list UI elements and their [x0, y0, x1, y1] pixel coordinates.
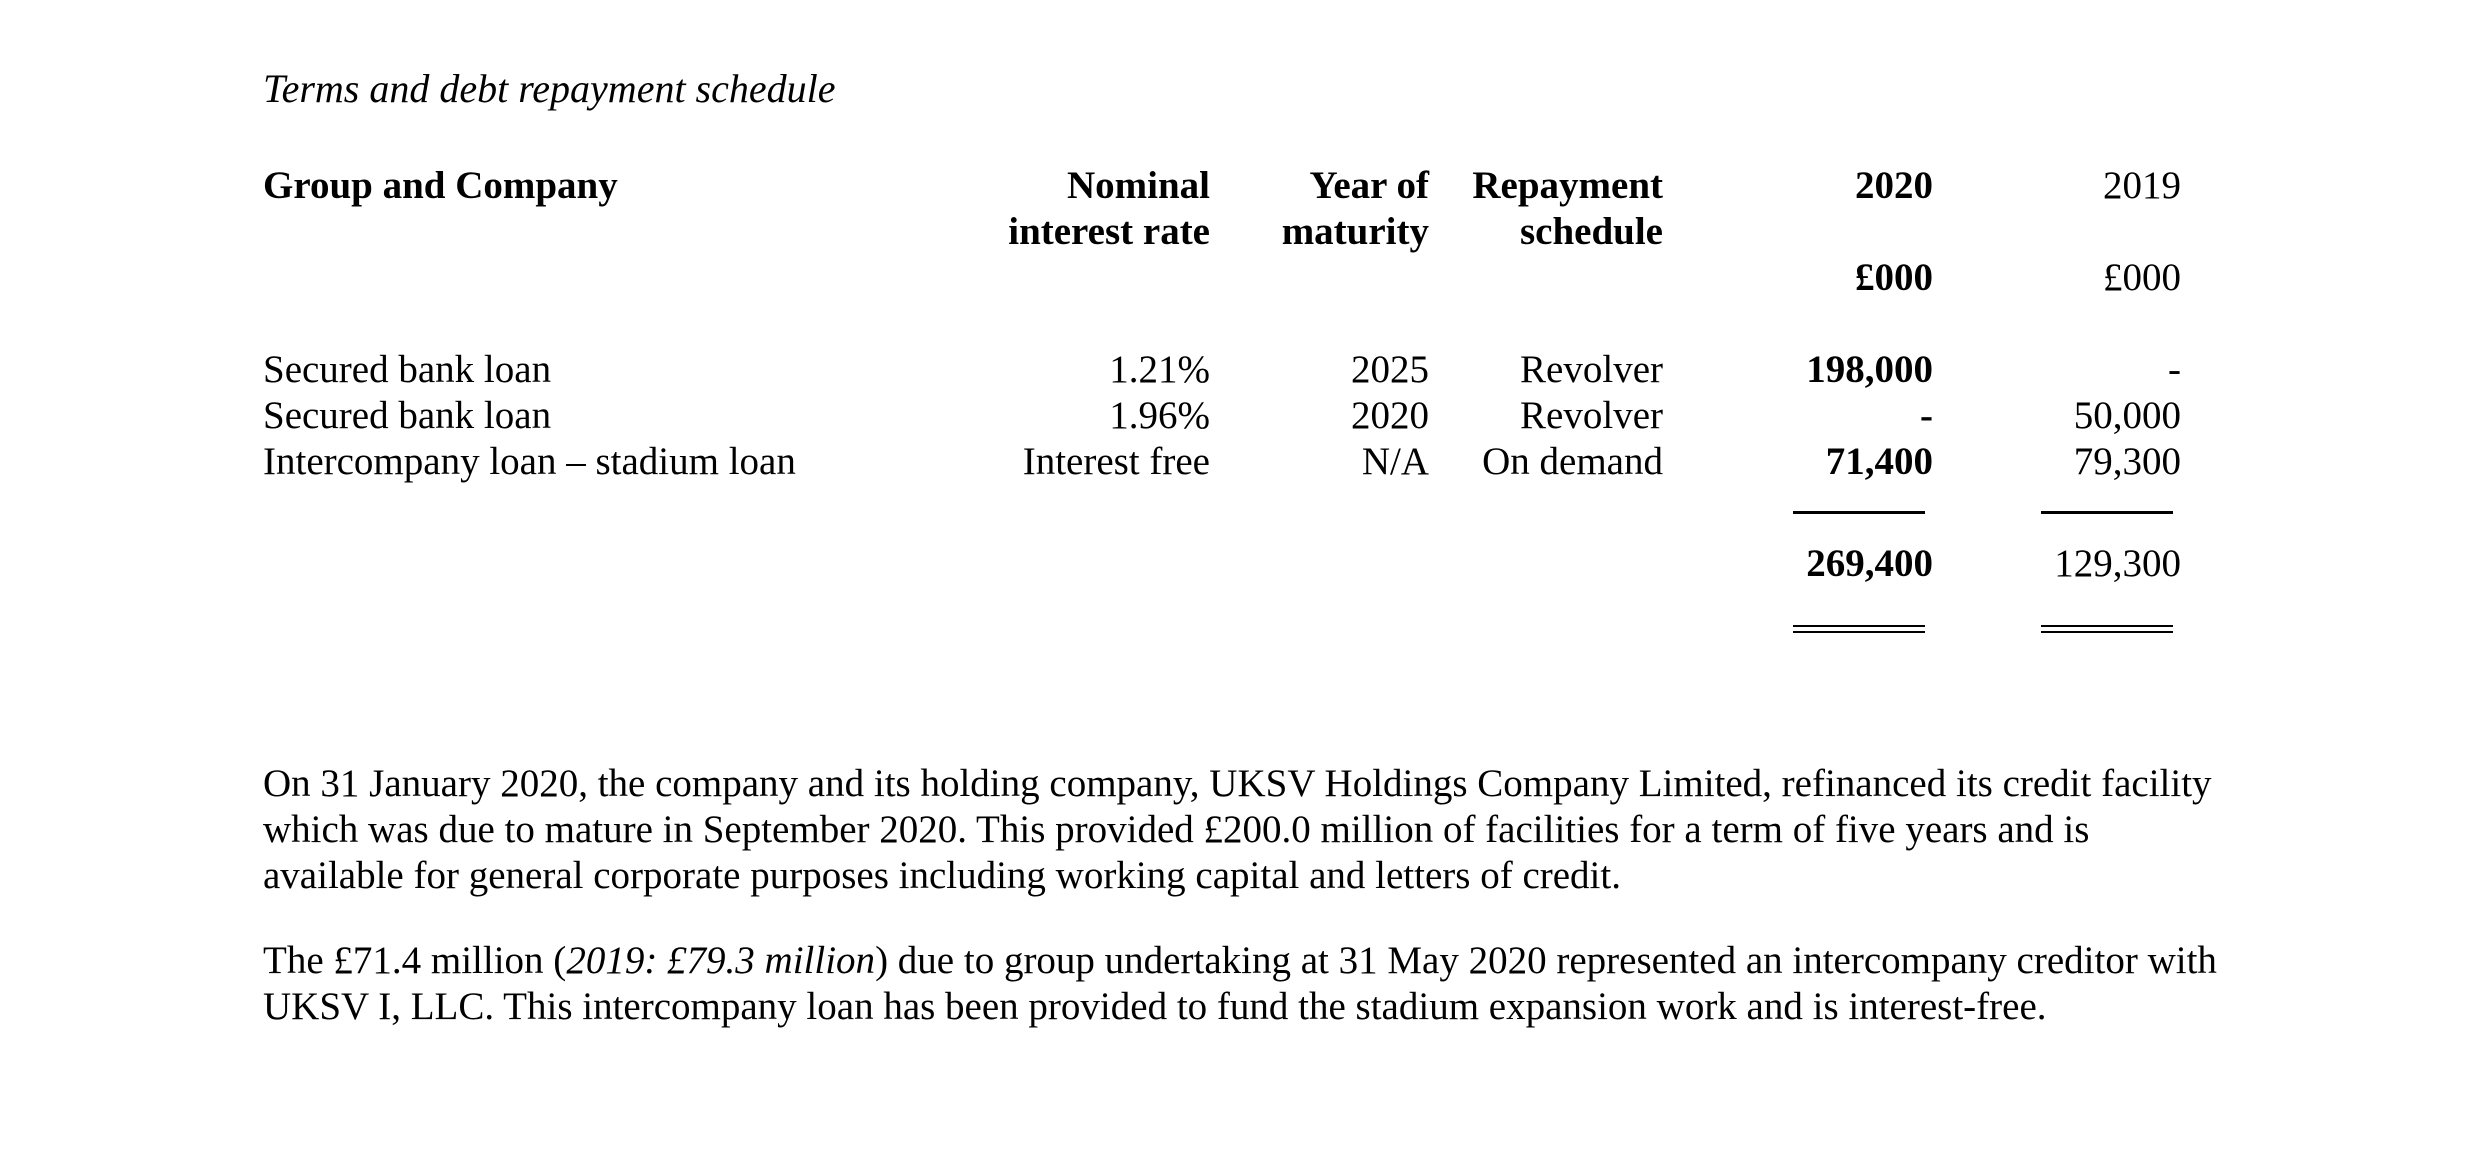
paragraph-segment: The £71.4 million ( [263, 939, 567, 982]
subtotal-rule-row [263, 511, 2181, 541]
paragraph-segment: ) due to group undertaking at 31 May 2020 represented an intercompany creditor with UKSV I, LLC. This intercompany loan has been provided to fund the stadium expansion work and is interest-free. [263, 939, 2217, 1028]
cell-amount-2019: - [2168, 348, 2181, 391]
cell-amount-2020: 198,000 [1806, 348, 1933, 391]
total-2020: 269,400 [1806, 542, 1933, 585]
cell-maturity: N/A [1361, 440, 1429, 483]
cell-amount-2020: - [1920, 394, 1933, 437]
header-nominal-line1: Nominal [1066, 164, 1210, 207]
paragraph-refinancing [263, 761, 2218, 899]
table-unit-row [263, 255, 2181, 301]
unit-2019: £000 [2103, 256, 2181, 299]
table-total-row [263, 541, 2181, 587]
cell-label: Secured bank loan [263, 394, 552, 437]
header-year-2019: 2019 [2103, 164, 2181, 207]
table-row [263, 347, 2181, 393]
table-row [263, 393, 2181, 439]
double-rule-2019 [2041, 625, 2173, 633]
header-group-company: Group and Company [263, 164, 618, 207]
cell-schedule: On demand [1482, 440, 1663, 483]
header-nominal-line2: interest rate [1008, 210, 1210, 253]
cell-amount-2019: 79,300 [2073, 440, 2181, 483]
table-header-row-1 [263, 163, 2181, 209]
table-header-row-2 [263, 209, 2181, 255]
header-year-2020: 2020 [1855, 164, 1933, 207]
total-rule-2019 [2041, 511, 2173, 514]
paragraph-segment-italic: 2019: £79.3 million [566, 939, 876, 982]
paragraph-segment: On 31 January 2020, the company and its holding company, UKSV Holdings Company Limited, refinanced its credit facility which was due to mature in September 2020. This provided £200.0 million of facilities for a term of five years and is available for general corporate purposes including working capital and letters of credit. [263, 762, 2212, 897]
double-rule-2020 [1793, 625, 1925, 633]
grand-total-rule-row [263, 625, 2181, 633]
total-rule-2020 [1793, 511, 1925, 514]
cell-maturity: 2020 [1351, 394, 1429, 437]
spacer-row [263, 485, 2181, 511]
table-row [263, 439, 2181, 485]
header-year-line1: Year of [1309, 164, 1429, 207]
header-repayment-line1: Repayment [1472, 164, 1663, 207]
cell-label: Intercompany loan – stadium loan [263, 440, 796, 483]
cell-schedule: Revolver [1520, 394, 1663, 437]
cell-maturity: 2025 [1351, 348, 1429, 391]
debt-repayment-table [263, 163, 2181, 633]
cell-rate: Interest free [1022, 440, 1210, 483]
section-title: Terms and debt repayment schedule [263, 66, 836, 111]
cell-schedule: Revolver [1520, 348, 1663, 391]
header-year-line2: maturity [1281, 210, 1429, 253]
unit-2020: £000 [1855, 256, 1933, 299]
cell-rate: 1.96% [1109, 394, 1210, 437]
spacer-row [263, 301, 2181, 347]
total-2019: 129,300 [2054, 542, 2181, 585]
paragraph-intercompany-loan [263, 938, 2218, 1030]
cell-label: Secured bank loan [263, 348, 552, 391]
header-repayment-line2: schedule [1519, 210, 1663, 253]
spacer-row [263, 587, 2181, 625]
cell-rate: 1.21% [1109, 348, 1210, 391]
cell-amount-2020: 71,400 [1825, 440, 1933, 483]
cell-amount-2019: 50,000 [2073, 394, 2181, 437]
